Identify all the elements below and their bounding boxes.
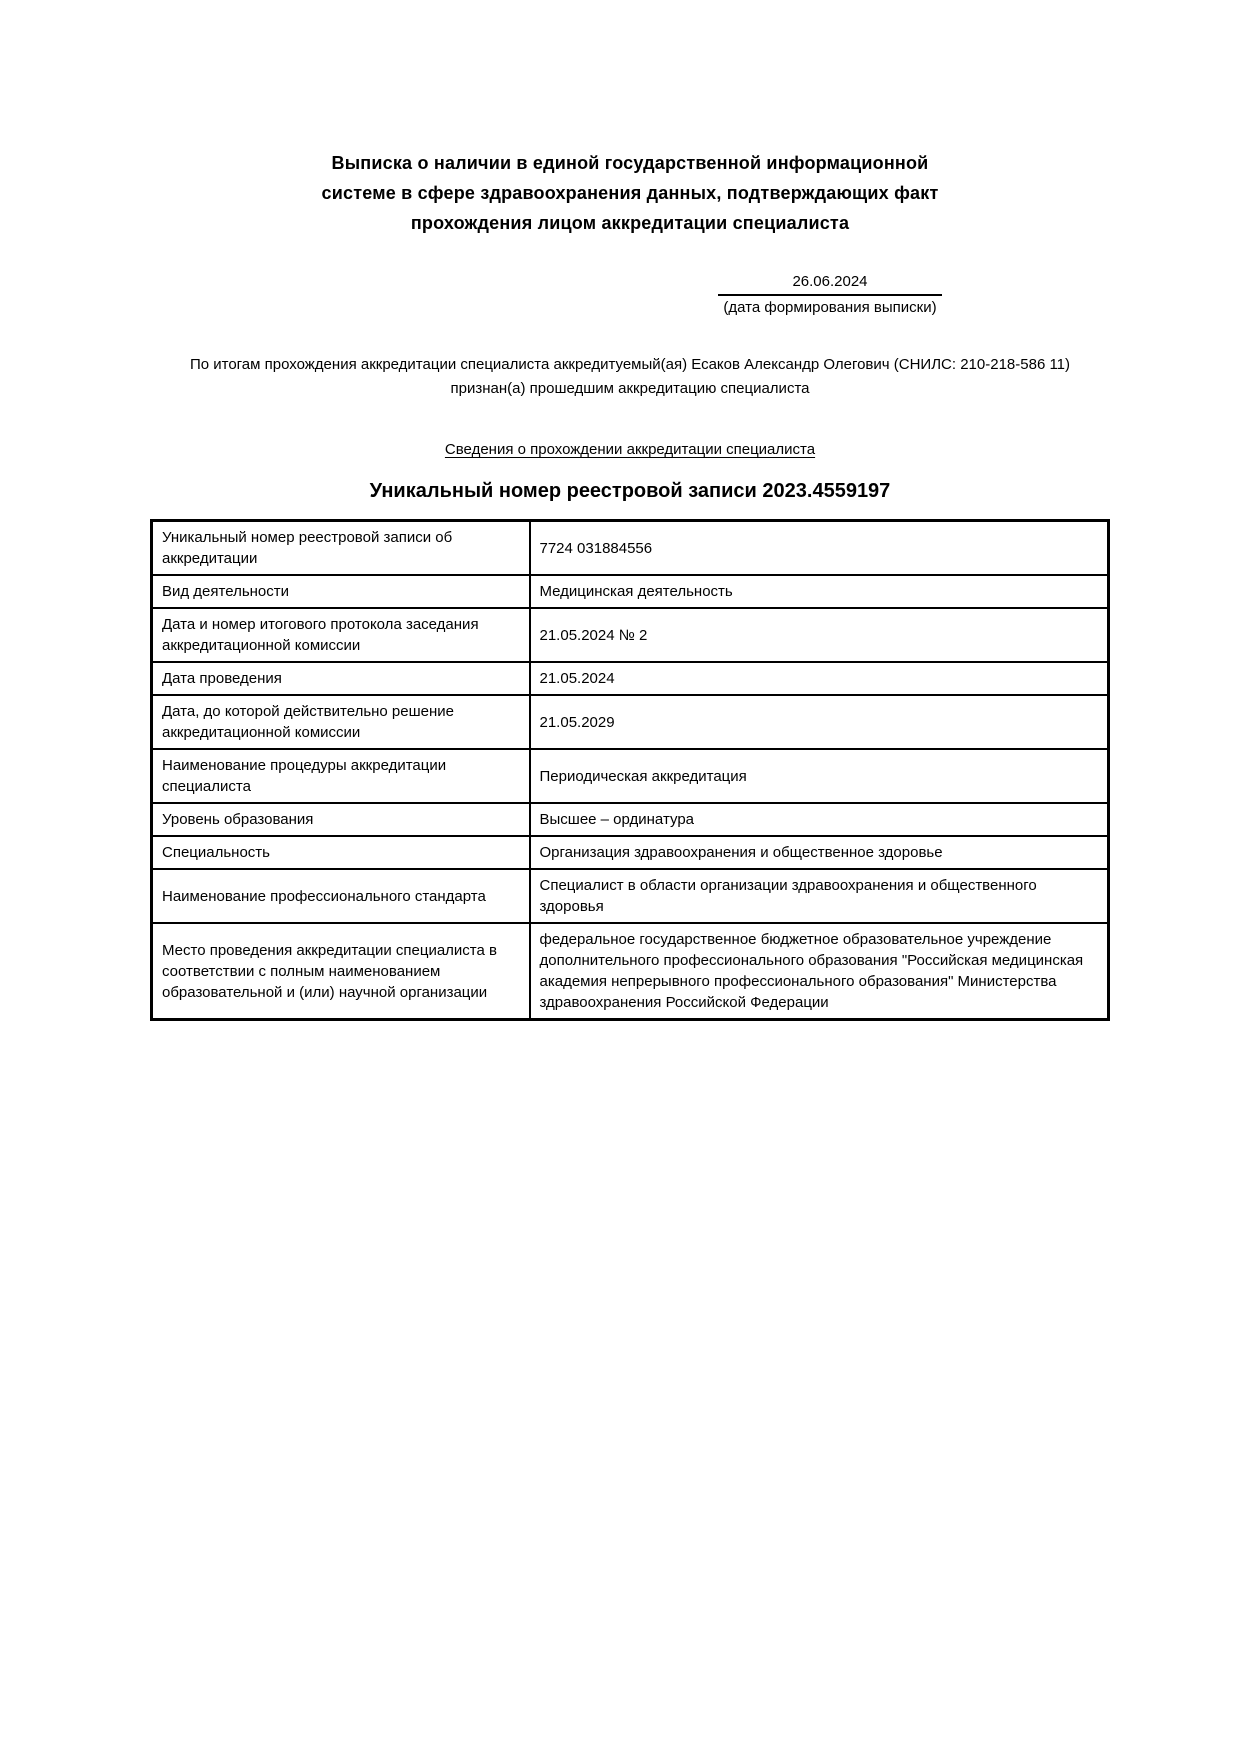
table-row-value: 21.05.2029	[530, 695, 1109, 749]
record-number-heading: Уникальный номер реестровой записи 2023.4559197	[369, 480, 891, 502]
table-row-label: Место проведения аккредитации специалиста в соответствии с полным наименованием образовательной и (или) научной организации	[152, 923, 530, 1020]
table-row-label: Наименование процедуры аккредитации специалиста	[152, 749, 530, 803]
table-row-label: Уровень образования	[152, 803, 530, 836]
table-row	[152, 662, 1109, 695]
intro-line-1: По итогам прохождения аккредитации специалиста аккредитуемый(ая) Есаков Александр Олегович (СНИЛС: 210-218-586 11)	[189, 356, 1071, 373]
table-row-value: 7724 031884556	[530, 521, 1109, 576]
table-row-label: Дата и номер итогового протокола заседания аккредитационной комиссии	[152, 608, 530, 662]
table-row-value: Периодическая аккредитация	[530, 749, 1109, 803]
accreditation-table	[150, 519, 1110, 1021]
table-row	[152, 869, 1109, 923]
intro-line-2: признан(а) прошедшим аккредитацию специалиста	[450, 380, 810, 397]
accreditation-table-body	[152, 521, 1109, 1020]
table-row	[152, 749, 1109, 803]
table-row	[152, 695, 1109, 749]
table-row-value: Медицинская деятельность	[530, 575, 1109, 608]
intro-paragraph	[145, 353, 1115, 401]
table-row-label: Уникальный номер реестровой записи об аккредитации	[152, 521, 530, 576]
document-title-line-1: Выписка о наличии в единой государственной информационной	[331, 153, 929, 173]
section-subtitle: Сведения о прохождении аккредитации специалиста	[444, 441, 816, 458]
extract-date: 26.06.2024	[718, 272, 942, 296]
table-row-value: Специалист в области организации здравоохранения и общественного здоровья	[530, 869, 1109, 923]
table-row-value: 21.05.2024 № 2	[530, 608, 1109, 662]
table-row-value: федеральное государственное бюджетное образовательное учреждение дополнительного профессионального образования "Российская медицинская академия непрерывного профессионального образования" Министерства здравоохранения Российской Федерации	[530, 923, 1109, 1020]
document-title-line-2: системе в сфере здравоохранения данных, подтверждающих факт	[321, 183, 939, 203]
table-row-value: Организация здравоохранения и общественное здоровье	[530, 836, 1109, 869]
extract-date-block	[718, 272, 942, 317]
table-row	[152, 803, 1109, 836]
table-row-value: 21.05.2024	[530, 662, 1109, 695]
table-row-label: Вид деятельности	[152, 575, 530, 608]
table-row-label: Дата проведения	[152, 662, 530, 695]
document-title	[145, 148, 1115, 238]
table-row-label: Наименование профессионального стандарта	[152, 869, 530, 923]
table-row-value: Высшее – ординатура	[530, 803, 1109, 836]
table-row	[152, 575, 1109, 608]
table-row	[152, 521, 1109, 576]
document-title-line-3: прохождения лицом аккредитации специалиста	[410, 213, 850, 233]
table-row-label: Специальность	[152, 836, 530, 869]
table-row-label: Дата, до которой действительно решение аккредитационной комиссии	[152, 695, 530, 749]
extract-date-caption: (дата формирования выписки)	[723, 299, 937, 316]
table-row	[152, 923, 1109, 1020]
table-row	[152, 836, 1109, 869]
table-row	[152, 608, 1109, 662]
